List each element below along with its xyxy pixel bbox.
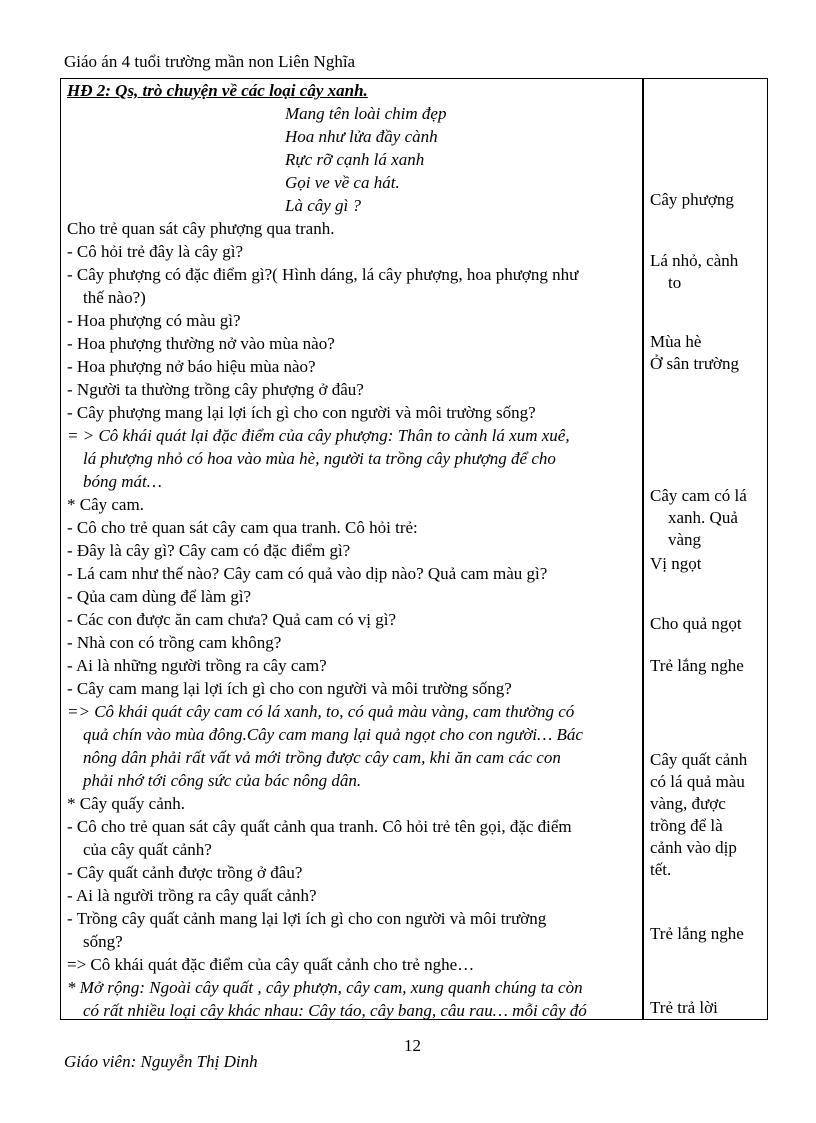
text-line: - Cây phượng có đặc điểm gì?( Hình dáng, lá cây phượng, hoa phượng như — [67, 265, 579, 284]
poem-line: Hoa như lửa đầy cành — [285, 127, 438, 146]
text-line: - Nhà con có trồng cam không? — [67, 633, 282, 652]
text-line: thế nào?) — [83, 288, 146, 307]
text-line: - Qủa cam dùng để làm gì? — [67, 587, 252, 606]
text-line: - Ai là người trồng ra cây quất cảnh? — [67, 886, 317, 905]
text-line: - Cô cho trẻ quan sát cây quất cảnh qua tranh. Cô hỏi trẻ tên gọi, đặc điểm — [67, 817, 572, 836]
text-line: - Cây phượng mang lại lợi ích gì cho con người và môi trường sống? — [67, 403, 536, 422]
poem-line: Rực rỡ cạnh lá xanh — [285, 150, 425, 169]
text-line: - Các con được ăn cam chưa? Quả cam có vị gì? — [67, 610, 397, 629]
text-line: - Người ta thường trồng cây phượng ở đâu? — [67, 380, 364, 399]
text-line: - Hoa phượng có màu gì? — [67, 311, 241, 330]
text-line: * Mở rộng: Ngoài cây quất , cây phượn, cây cam, xung quanh chúng ta còn — [67, 978, 583, 997]
side-note: Cho quả ngọt — [650, 614, 742, 633]
text-line: - Cô cho trẻ quan sát cây cam qua tranh. Cô hỏi trẻ: — [67, 518, 418, 537]
poem-line: Mang tên loài chim đẹp — [285, 104, 447, 123]
text-line: - Lá cam như thế nào? Cây cam có quả vào dịp nào? Quả cam màu gì? — [67, 564, 548, 583]
text-line: phải nhớ tới công sức của bác nông dân. — [83, 771, 362, 790]
text-line: => Cô khái quát cây cam có lá xanh, to, có quả màu vàng, cam thường có — [67, 702, 575, 721]
text-line: nông dân phải rất vất vả mới trồng được cây cam, khi ăn cam các con — [83, 748, 561, 767]
page-header: Giáo án 4 tuổi trường mần non Liên Nghĩa — [64, 52, 356, 71]
text-line: * Cây quấy cảnh. — [67, 794, 186, 813]
poem-line: Là cây gì ? — [285, 196, 362, 215]
text-line: Cho trẻ quan sát cây phượng qua tranh. — [67, 219, 335, 238]
text-line: => Cô khái quát đặc điểm của cây quất cảnh cho trẻ nghe… — [67, 955, 475, 974]
text-line: sống? — [83, 932, 123, 951]
page-footer: Giáo viên: Nguyễn Thị Dinh — [64, 1052, 258, 1071]
side-note: Cây cam có lá xanh. Quả vàng — [650, 486, 747, 549]
poem-line: Gọi ve về ca hát. — [285, 173, 400, 192]
text-line: lá phượng nhỏ có hoa vào mùa hè, người ta trồng cây phượng để cho — [83, 449, 556, 468]
text-line: - Cây cam mang lại lợi ích gì cho con người và môi trường sống? — [67, 679, 512, 698]
text-line: - Hoa phượng thường nở vào mùa nào? — [67, 334, 335, 353]
side-note: Trẻ trả lời — [650, 998, 718, 1017]
side-note: Mùa hè Ở sân trường — [650, 332, 740, 373]
text-line: quả chín vào mùa đông.Cây cam mang lại quả ngọt cho con người… Bác — [83, 725, 583, 744]
text-line: có rất nhiều loại cây khác nhau: Cây táo, cây bang, câu rau… mỗi cây đó — [83, 1001, 587, 1020]
side-note: Trẻ lắng nghe — [650, 924, 744, 943]
side-note: Lá nhỏ, cành to — [650, 251, 739, 292]
text-line: bóng mát… — [83, 472, 162, 491]
text-line: - Cây quất cảnh được trồng ở đâu? — [67, 863, 303, 882]
side-note: Vị ngọt — [650, 554, 702, 573]
side-note: Cây phượng — [650, 190, 734, 209]
lesson-table — [60, 78, 768, 1020]
text-line: = > Cô khái quát lại đặc điểm của cây phượng: Thân to cành lá xum xuê, — [67, 426, 570, 445]
text-line: - Cô hỏi trẻ đây là cây gì? — [67, 242, 244, 261]
text-line: * Cây cam. — [67, 495, 144, 514]
side-note: Trẻ lắng nghe — [650, 656, 744, 675]
text-line: của cây quất cảnh? — [83, 840, 212, 859]
side-note: Cây quất cảnh có lá quả màu vàng, được trồng để là cảnh vào dịp tết. — [650, 750, 748, 879]
text-line: - Ai là những người trồng ra cây cam? — [67, 656, 327, 675]
column-divider — [642, 79, 644, 1019]
text-line: - Hoa phượng nở báo hiệu mùa nào? — [67, 357, 316, 376]
activity-title: HĐ 2: Qs, trò chuyện về các loại cây xanh. — [67, 81, 368, 100]
page-number: 12 — [404, 1036, 421, 1055]
activity-column — [67, 79, 639, 1022]
text-line: - Đây là cây gì? Cây cam có đặc điểm gì? — [67, 541, 351, 560]
text-line: - Trồng cây quất cảnh mang lại lợi ích gì cho con người và môi trường — [67, 909, 547, 928]
